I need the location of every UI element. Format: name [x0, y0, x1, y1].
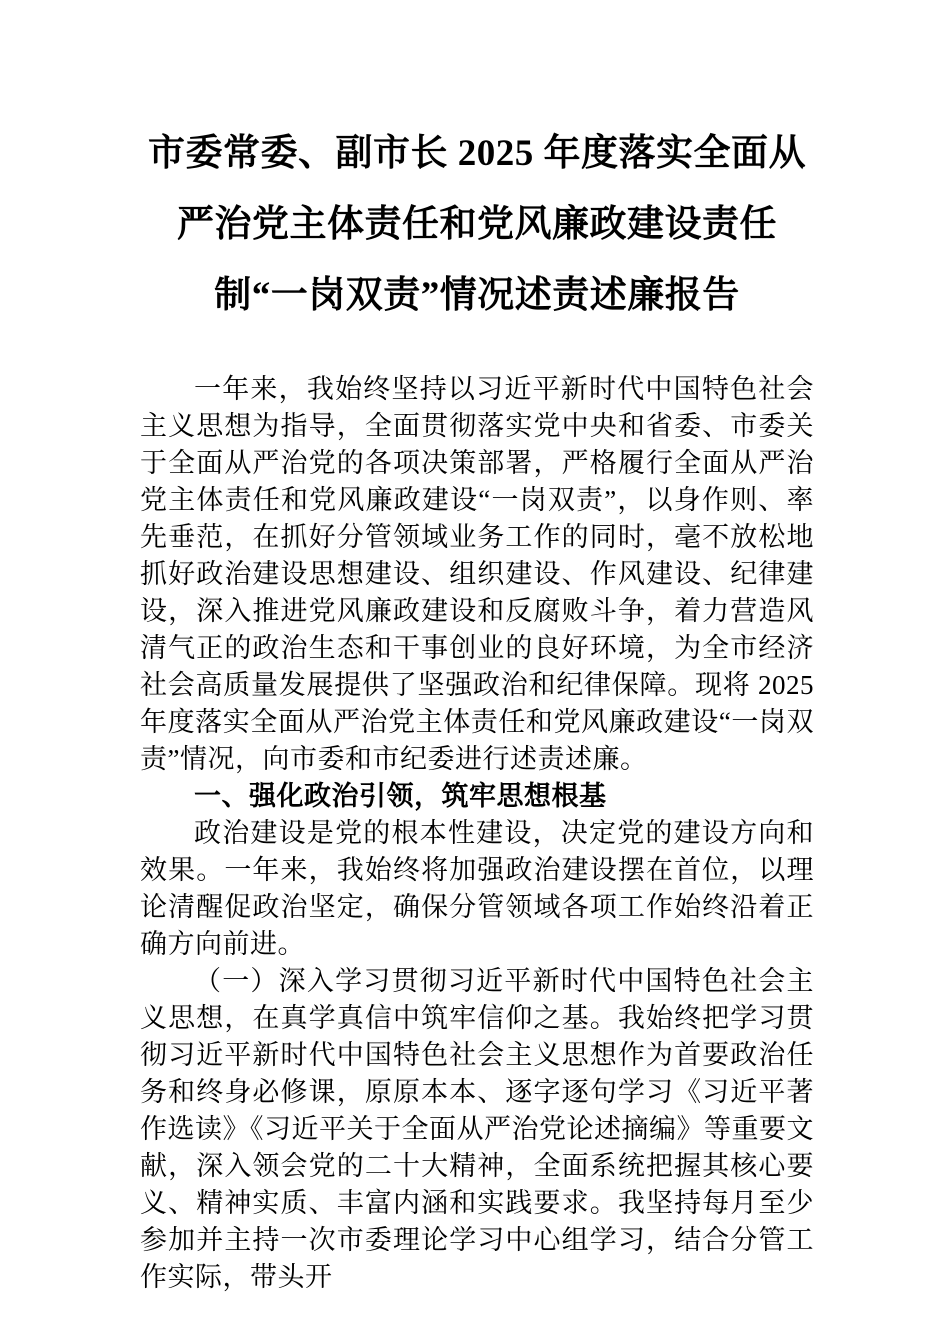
paragraph-section-1-sub-1: （一）深入学习贯彻习近平新时代中国特色社会主义思想，在真学真信中筑牢信仰之基。我始终把学习贯彻习近平新时代中国特色社会主义思想作为首要政治任务和终身必修课，原原本本、逐字逐句学习《习近平著作选读》《习近平关于全面从严治党论述摘编》等重要文献，深入领会党的二十大精神，全面系统把握其核心要义、精神实质、丰富内涵和实践要求。我坚持每月至少参加并主持一次市委理论学习中心组学习，结合分管工作实际，带头开 — [140, 966, 814, 1292]
section-1-heading: 一、强化政治引领，筑牢思想根基 — [194, 781, 607, 811]
paragraph-intro: 一年来，我始终坚持以习近平新时代中国特色社会主义思想为指导，全面贯彻落实党中央和省委、市委关于全面从严治党的各项决策部署，严格履行全面从严治党主体责任和党风廉政建设“一岗双责”，以身作则、率先垂范，在抓好分管领域业务工作的同时，毫不放松地抓好政治建设思想建设、组织建设、作风建设、纪律建设，深入推进党风廉政建设和反腐败斗争，着力营造风清气正的政治生态和干事创业的良好环境，为全市经济社会高质量发展提供了坚强政治和纪律保障。现将 2025 年度落实全面从严治党主体责任和党风廉政建设“一岗双责”情况，向市委和市纪委进行述责述廉。 — [140, 374, 814, 774]
document-title: 市委常委、副市长 2025 年度落实全面从严治党主体责任和党风廉政建设责任制“一岗双责”情况述责述廉报告 — [148, 133, 806, 316]
paragraph-section-1-body: 政治建设是党的根本性建设，决定党的建设方向和效果。一年来，我始终将加强政治建设摆在首位，以理论清醒促政治坚定，确保分管领域各项工作始终沿着正确方向前进。 — [140, 818, 814, 959]
